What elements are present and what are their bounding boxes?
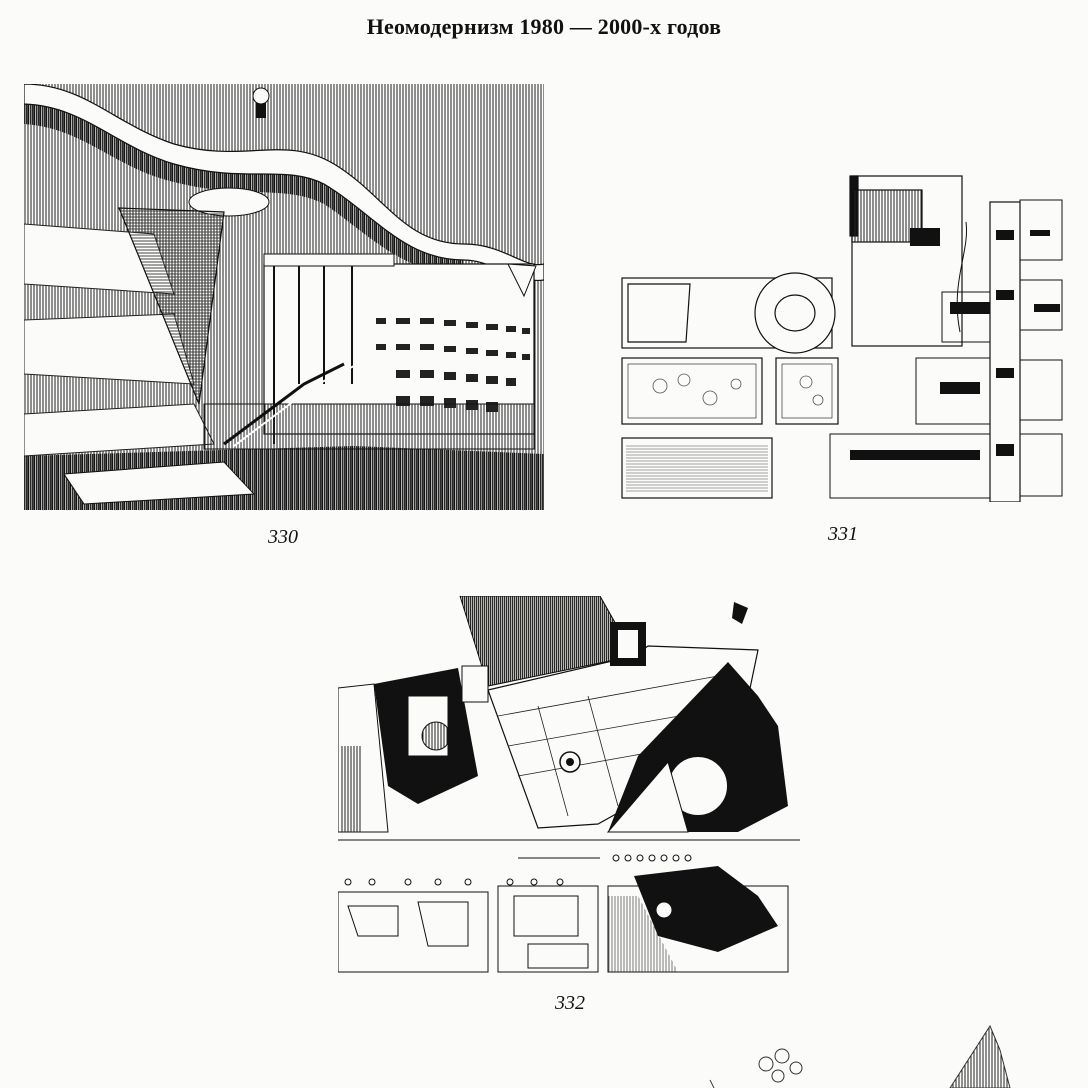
running-head: Неомодернизм 1980 — 2000-х годов	[366, 14, 722, 39]
figure-331-caption: 331	[828, 523, 858, 545]
figure-332-site-plan	[338, 596, 800, 976]
figure-332-caption: 332	[555, 992, 585, 1014]
figure-331-plan	[620, 172, 1065, 502]
figure-330-caption: 330	[268, 526, 298, 548]
figure-330-drawing	[24, 84, 544, 510]
bottom-fragment-drawing	[700, 1020, 1020, 1088]
